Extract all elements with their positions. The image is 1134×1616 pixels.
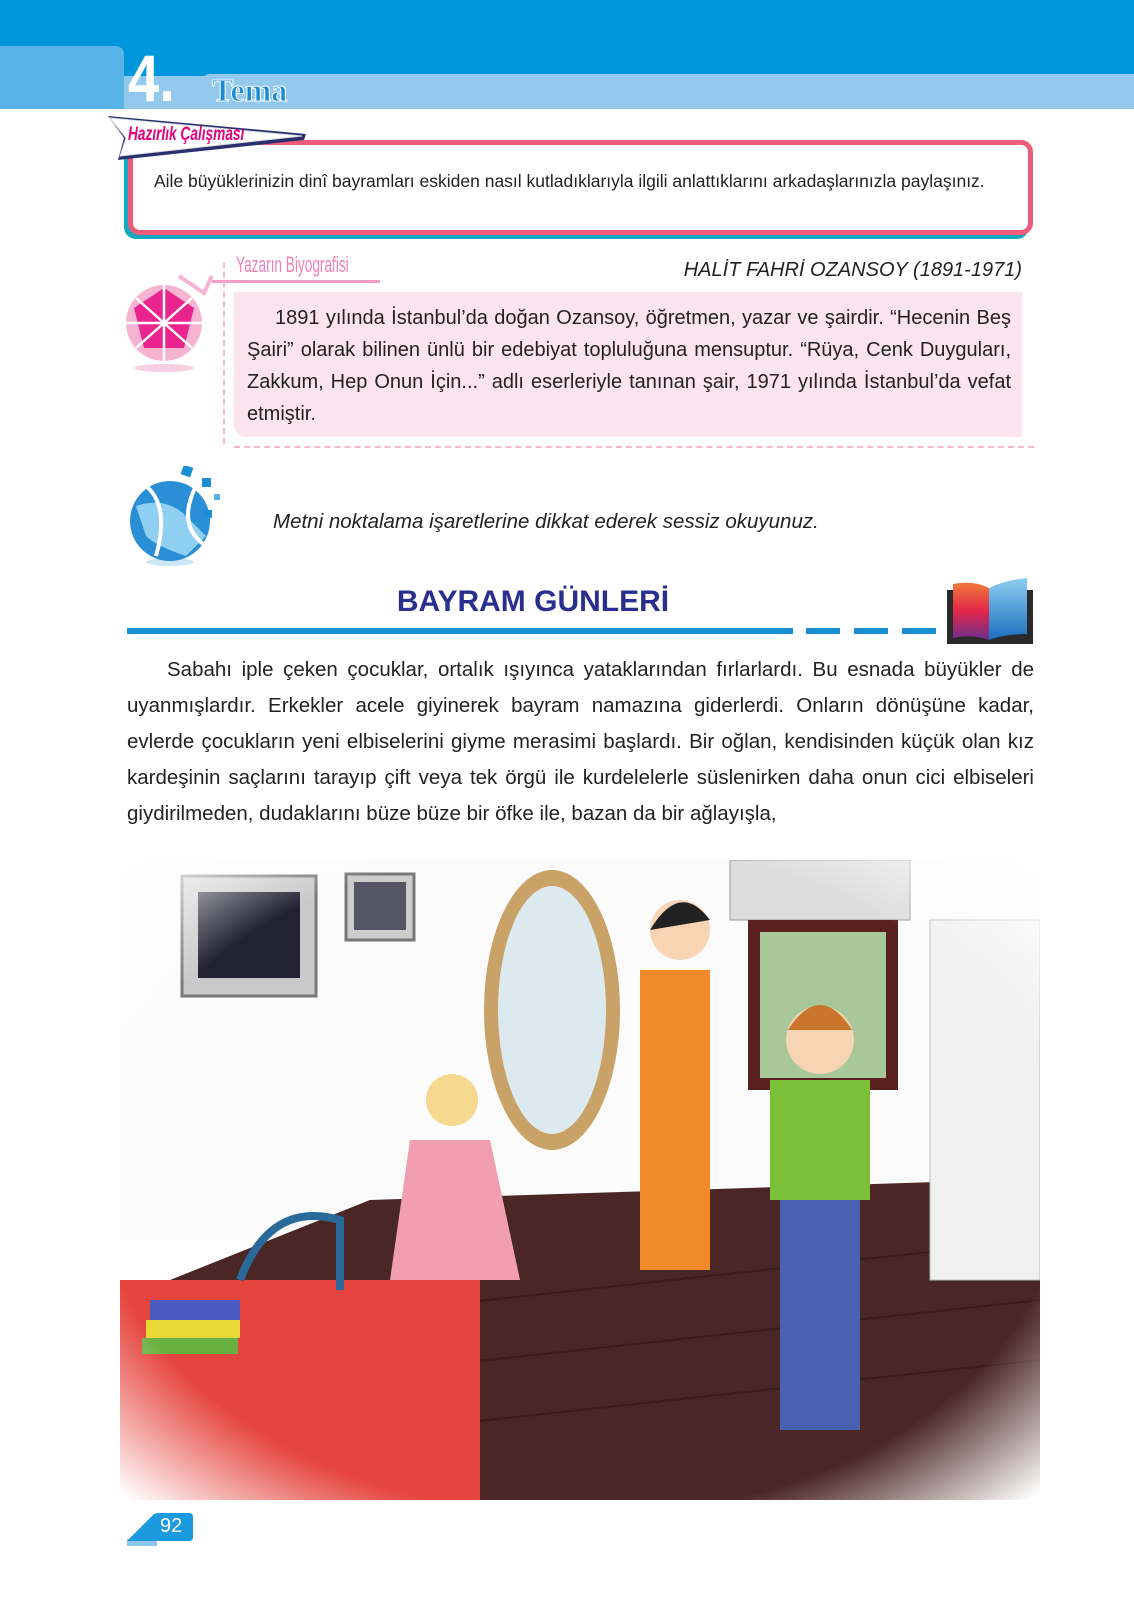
author-name: HALİT FAHRİ OZANSOY (1891-1971) (683, 259, 1022, 281)
pink-globe-icon (124, 268, 220, 376)
title-rule-dash (902, 628, 936, 634)
theme-label: Tema (212, 72, 288, 108)
theme-label-box (202, 74, 1134, 109)
puzzle-globe-icon (126, 466, 232, 568)
reading-instruction: Metni noktalama işaretlerine dikkat ederek sessiz okuyunuz. (273, 510, 819, 533)
story-text: Sabahı iple çeken çocuklar, ortalık ışıyınca yataklarından fırlarlardı. Bu esnada büyükler de uyanmışlardır. Erkekler acele giyinerek bayram namazına giderlerdi. Onların dönüşüne kadar, evlerde çocukların yeni elbiselerini giyme merasimi başlardı. Bir oğlan, kendisinden küçük olan kız kardeşinin saçlarını tarayıp çift veya tek örgü ile kurdelelerle süslenirken daha onun cici elbiseleri giydirilmeden, dudaklarını büze büze bir öfke ile, bazan da bir ağlayışla, (127, 658, 1034, 825)
biography-underline (212, 280, 380, 283)
title-rule-dash (806, 628, 840, 634)
title-rule (127, 628, 793, 634)
biography-text: 1891 yılında İstanbul’da doğan Ozansoy, öğretmen, yazar ve şairdir. “Hecenin Beş Şairi” olarak bilinen ünlü bir edebiyat topluluğuna mensuptur. “Rüya, Cenk Duyguları, Zakkum, Hep Onun İçin...” adlı eserleriyle tanınan şair, 1971 yılında İstanbul’da vefat etmiştir. (247, 307, 1011, 425)
biography-divider (223, 262, 225, 444)
page-number: 92 (160, 1515, 183, 1537)
biography-label: Yazarın Biyografisi (236, 252, 349, 277)
biography-divider-bottom (234, 446, 1034, 448)
theme-number: 4. (128, 41, 175, 115)
header-tab (0, 46, 124, 109)
story-title: BAYRAM GÜNLERİ (396, 585, 670, 618)
story-illustration (120, 860, 1040, 1500)
preparation-text: Aile büyüklerinizin dinî bayramları eskiden nasıl kutladıklarıyla ilgili anlattıklarını arkadaşlarınızla paylaşınız. (154, 171, 985, 191)
open-book-icon (943, 578, 1037, 648)
title-rule-dash (854, 628, 888, 634)
preparation-label: Hazırlık Çalışması (128, 124, 245, 145)
